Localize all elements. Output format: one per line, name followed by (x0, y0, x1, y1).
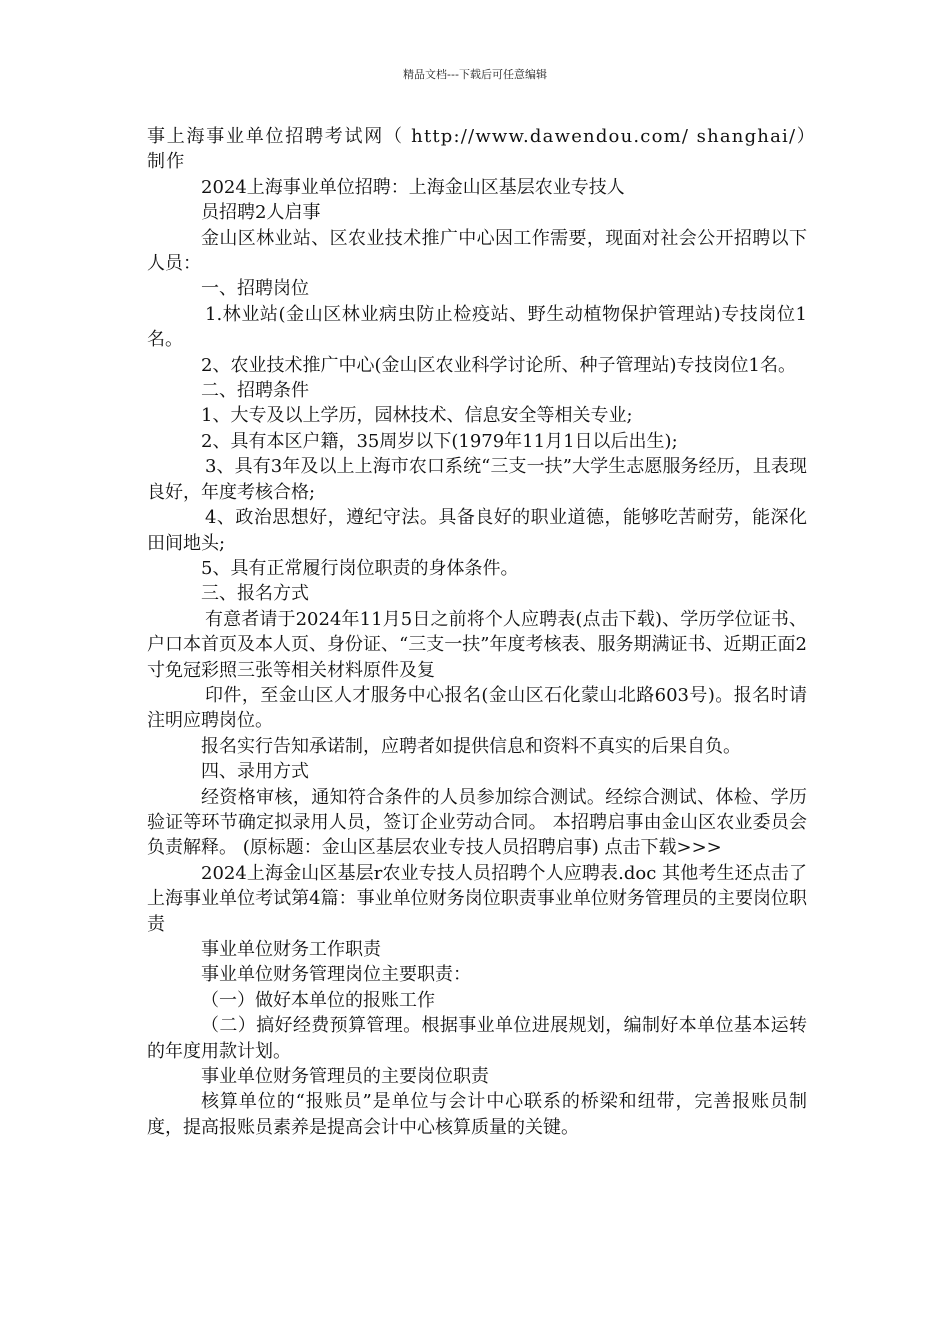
paragraph: 金山区林业站、区农业技术推广中心因工作需要，现面对社会公开招聘以下人员： (147, 227, 807, 275)
section-heading: 四、录用方式 (201, 761, 309, 783)
title-line-2: 员招聘2人启事 (201, 202, 321, 224)
paragraph: 2024上海金山区基层r农业专技人员招聘个人应聘表.doc 其他考生还点击了上海事业单位考试第4篇：事业单位财务岗位职责事业单位财务管理员的主要岗位职责 (147, 862, 807, 935)
paragraph: 有意者请于2024年11月5日之前将个人应聘表(点击下载)、学历学位证书、户口本首页及本人页、身份证、“三支一扶”年度考核表、服务期满证书、近期正面2寸免冠彩照三张等相关材料原件及复 (147, 608, 807, 681)
paragraph: 5、具有正常履行岗位职责的身体条件。 (201, 557, 519, 579)
section-heading: 一、招聘岗位 (201, 278, 309, 300)
paragraph: 2、具有本区户籍，35周岁以下(1979年11月1日以后出生); (201, 430, 678, 452)
paragraph: 经资格审核，通知符合条件的人员参加综合测试。经综合测试、体检、学历验证等环节确定拟录用人员，签订企业劳动合同。 本招聘启事由金山区农业委员会负责解释。 (原标题：金山区基层农业专技人员招聘启事) 点击下载>>> (147, 786, 807, 859)
title-line-1: 2024上海事业单位招聘：上海金山区基层农业专技人 (201, 176, 625, 198)
section-heading: 三、报名方式 (201, 583, 309, 605)
paragraph: 报名实行告知承诺制，应聘者如提供信息和资料不真实的后果自负。 (201, 735, 741, 757)
document-body (147, 124, 807, 1140)
paragraph: 1.林业站(金山区林业病虫防止检疫站、野生动植物保护管理站)专技岗位1名。 (147, 303, 807, 351)
paragraph: 3、具有3年及以上上海市农口系统“三支一扶”大学生志愿服务经历，且表现良好，年度考核合格; (147, 456, 807, 503)
page-header: 精品文档---下载后可任意编辑 (403, 68, 547, 81)
source-line: 事上海事业单位招聘考试网（ http://www.dawendou.com/ shanghai/）制作 (147, 126, 807, 173)
paragraph: 4、政治思想好，遵纪守法。具备良好的职业道德，能够吃苦耐劳，能深化田间地头; (147, 507, 807, 554)
paragraph: 1、大专及以上学历，园林技术、信息安全等相关专业; (201, 405, 633, 427)
subheading: 事业单位财务工作职责 (201, 939, 381, 960)
paragraph: 印件，至金山区人才服务中心报名(金山区石化蒙山北路603号)。报名时请注明应聘岗位。 (147, 684, 807, 732)
list-item: （二）搞好经费预算管理。根据事业单位进展规划，编制好本单位基本运转的年度用款计划。 (147, 1015, 807, 1062)
section-heading: 二、招聘条件 (201, 380, 309, 402)
list-item: （一）做好本单位的报账工作 (201, 989, 435, 1011)
subheading: 事业单位财务管理岗位主要职责： (201, 964, 471, 986)
paragraph: 2、农业技术推广中心(金山区农业科学讨论所、种子管理站)专技岗位1名。 (201, 354, 796, 376)
paragraph: 核算单位的“报账员”是单位与会计中心联系的桥梁和纽带，完善报账员制度，提高报账员素养是提高会计中心核算质量的关键。 (147, 1091, 807, 1138)
subheading: 事业单位财务管理员的主要岗位职责 (201, 1066, 489, 1088)
